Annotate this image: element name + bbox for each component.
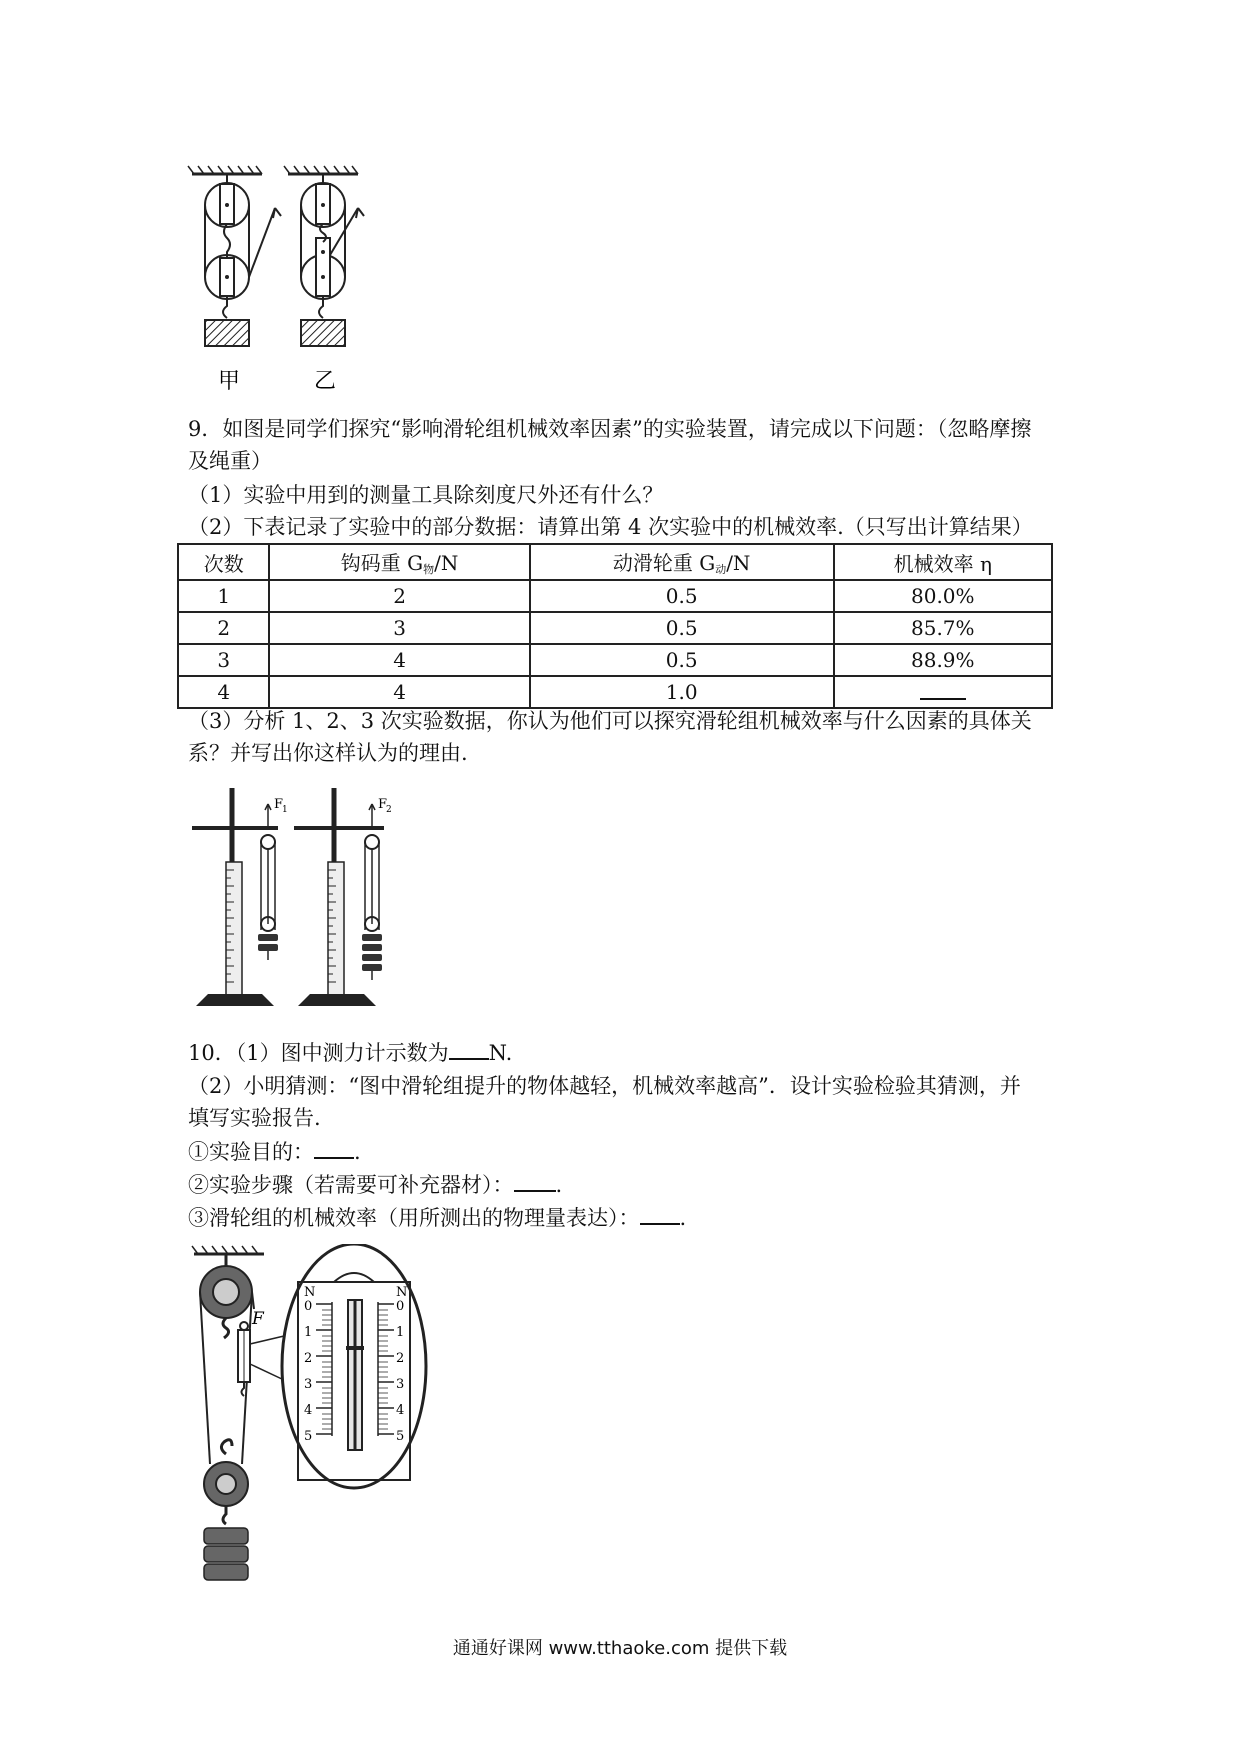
table-cell: 88.9%	[834, 644, 1052, 676]
svg-text:0: 0	[396, 1299, 405, 1314]
q9-intro-line2: 及绳重）	[188, 449, 272, 473]
q10-part2-line1: （2）小明猜测：“图中滑轮组提升的物体越轻，机械效率越高”．设计实验检验其猜测，并	[188, 1074, 1021, 1098]
table-cell: 4	[269, 676, 529, 708]
answer-blank[interactable]	[449, 1040, 489, 1060]
table-header-row	[178, 544, 1052, 580]
table-cell: 1.0	[530, 676, 834, 708]
header-hook-weight: 钩码重 $G_物/N$	[269, 544, 529, 580]
stand-left	[192, 788, 278, 1006]
stand-apparatus-figure	[188, 784, 448, 1012]
table-cell: 1	[178, 580, 269, 612]
svg-text:5: 5	[304, 1429, 313, 1444]
table-cell: 3	[178, 644, 269, 676]
header-trial: 次数	[178, 544, 269, 580]
svg-text:1: 1	[304, 1325, 313, 1340]
svg-text:3: 3	[396, 1377, 405, 1392]
table-cell: 2	[269, 580, 529, 612]
svg-text:1: 1	[396, 1325, 405, 1340]
table-cell: 85.7%	[834, 612, 1052, 644]
table-row	[178, 612, 1052, 644]
table-row	[178, 580, 1052, 612]
label-f2: F	[378, 797, 388, 812]
label-force: F	[252, 1309, 264, 1329]
table-cell: 0.5	[530, 580, 834, 612]
pulley-yi	[284, 166, 364, 346]
label-f1: F	[274, 797, 284, 812]
pulley-jia	[188, 166, 281, 346]
q9-part3-line2: 系？并写出你这样认为的理由.	[188, 741, 468, 765]
label-yi: 乙	[314, 369, 337, 394]
table-row	[178, 644, 1052, 676]
svg-text:5: 5	[396, 1429, 405, 1444]
stand-right	[294, 788, 384, 1006]
pulley-pair-figure	[180, 160, 380, 400]
footer-text: 通通好课网 www.tthaoke.com 提供下载	[452, 1638, 788, 1659]
unit-left: N	[304, 1285, 316, 1300]
table-cell: 4	[178, 676, 269, 708]
svg-text:2: 2	[304, 1351, 313, 1366]
force-meter-figure	[188, 1244, 438, 1586]
table-cell: 2	[178, 612, 269, 644]
svg-text:3: 3	[304, 1377, 313, 1392]
answer-blank[interactable]	[640, 1205, 680, 1225]
header-pulley-weight: 动滑轮重 $G_动/N$	[530, 544, 834, 580]
answer-blank[interactable]	[514, 1172, 556, 1192]
svg-text:0: 0	[304, 1299, 313, 1314]
table-cell: 4	[269, 644, 529, 676]
label-f2-sub: 2	[386, 805, 392, 815]
q10-item2: ②实验步骤（若需要可补充器材）： .	[188, 1173, 563, 1197]
q10-part2-line2: 填写实验报告.	[188, 1106, 321, 1130]
q9-intro-line1: 9．如图是同学们探究“影响滑轮组机械效率因素”的实验装置，请完成以下问题：（忽略摩擦	[188, 417, 1032, 441]
data-table	[177, 543, 1053, 709]
answer-blank[interactable]	[314, 1139, 354, 1159]
svg-text:4: 4	[396, 1403, 405, 1418]
q10-item3: ③滑轮组的机械效率（用所测出的物理量表达）： .	[188, 1206, 687, 1230]
table-cell: 80.0%	[834, 580, 1052, 612]
header-efficiency: 机械效率 η	[834, 544, 1052, 580]
answer-blank-cell[interactable]	[834, 676, 1052, 708]
q9-part1: （1）实验中用到的测量工具除刻度尺外还有什么？	[188, 483, 664, 507]
svg-text:2: 2	[396, 1351, 405, 1366]
q9-part2: （2）下表记录了实验中的部分数据：请算出第 4 次实验中的机械效率.（只写出计算结果）	[188, 515, 1033, 539]
table-cell: 0.5	[530, 612, 834, 644]
q10-item1: ①实验目的： .	[188, 1140, 361, 1164]
q10-part1: 10．（1）图中测力计示数为 N.	[188, 1041, 513, 1065]
table-cell: 0.5	[530, 644, 834, 676]
table-cell: 3	[269, 612, 529, 644]
unit-right: N	[396, 1285, 408, 1300]
label-f1-sub: 1	[282, 805, 288, 815]
q9-part3-line1: （3）分析 1、2、3 次实验数据，你认为他们可以探究滑轮组机械效率与什么因素的具体关	[188, 709, 1032, 733]
table-row	[178, 676, 1052, 708]
label-jia: 甲	[218, 369, 241, 394]
svg-text:4: 4	[304, 1403, 313, 1418]
